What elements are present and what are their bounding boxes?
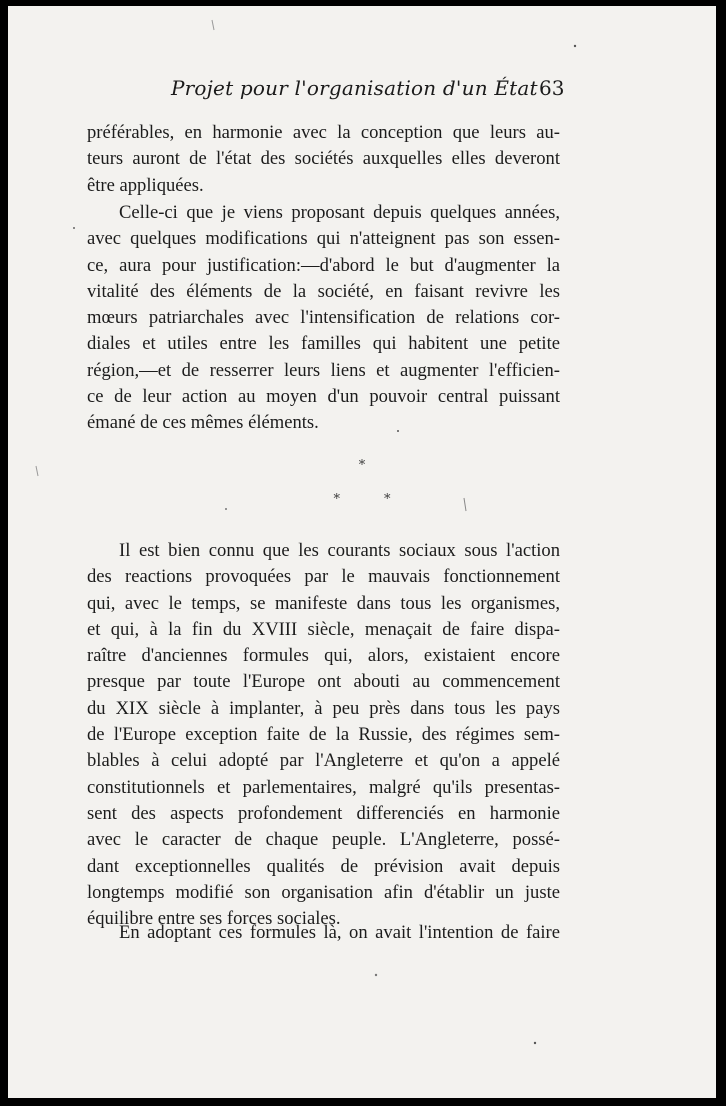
text-line: émané de ces mêmes éléments. [87, 412, 319, 434]
paragraph-justification [87, 200, 560, 437]
text-line: dant exceptionnelles qualités de prévision avait depuis [87, 855, 560, 877]
page-number: 63 [539, 76, 565, 100]
text-line: mœurs patriarchales avec l'intensification de relations cor- [87, 307, 560, 329]
text-line: ce, aura pour justification:—d'abord le but d'augmenter la [87, 254, 560, 276]
text-line: avec le caracter de chaque peuple. L'Angleterre, possé- [87, 829, 560, 851]
text-line: préférables, en harmonie avec la conception que leurs au- [87, 122, 560, 143]
asterisk: * [358, 458, 366, 473]
text-line: presque par toute l'Europe ont abouti au commencement [87, 671, 560, 693]
text-line: teurs auront de l'état des sociétés auxquelles elles deveront [87, 148, 560, 170]
running-title: Projet pour l'organisation d'un État [171, 76, 538, 100]
text-line: raître d'anciennes formules qui, alors, existaient encore [87, 645, 560, 667]
paragraph-continuation [87, 120, 560, 199]
page-header [8, 76, 716, 112]
text-line: diales et utiles entre les familles qui habitent une petite [87, 333, 560, 355]
text-line: région,—et de resserrer leurs liens et augmenter l'efficien- [87, 359, 560, 381]
book-page [8, 6, 716, 1098]
paragraph-social-currents [87, 538, 560, 932]
text-line: qui, avec le temps, se manifeste dans tous les organismes, [87, 592, 560, 614]
text-line: Celle-ci que je viens proposant depuis quelques années, [119, 202, 560, 223]
text-line: du XIX siècle à implanter, à peu près dans tous les pays [87, 697, 560, 719]
asterism-top [8, 458, 716, 473]
text-line: En adoptant ces formules là, on avait l'intention de faire [119, 922, 560, 943]
asterism-bottom [8, 492, 716, 507]
text-line: avec quelques modifications qui n'atteignent pas son essen- [87, 228, 560, 250]
text-line: de l'Europe exception faite de la Russie, des régimes sem- [87, 724, 560, 746]
text-line: équilibre entre ses forces sociales. [87, 908, 341, 930]
text-line: des reactions provoquées par le mauvais fonctionnement [87, 566, 560, 588]
text-line: Il est bien connu que les courants sociaux sous l'action [119, 540, 560, 561]
text-line: ce de leur action au moyen d'un pouvoir central puissant [87, 386, 560, 408]
text-line: être appliquées. [87, 174, 204, 196]
text-line: constitutionnels et parlementaires, malgré qu'ils presentas- [87, 776, 560, 798]
text-line: vitalité des éléments de la société, en faisant revivre les [87, 280, 560, 302]
asterisk: * [333, 492, 340, 507]
asterisk: * [384, 492, 391, 507]
text-line: longtemps modifié son organisation afin d'établir un juste [87, 881, 560, 903]
text-line: et qui, à la fin du XVIII siècle, menaçait de faire dispa- [87, 618, 560, 640]
text-line: blables à celui adopté par l'Angleterre et qu'on a appelé [87, 750, 560, 772]
paragraph-adopting-formulas [87, 920, 560, 946]
text-line: sent des aspects profondement differenciés en harmonie [87, 802, 560, 824]
